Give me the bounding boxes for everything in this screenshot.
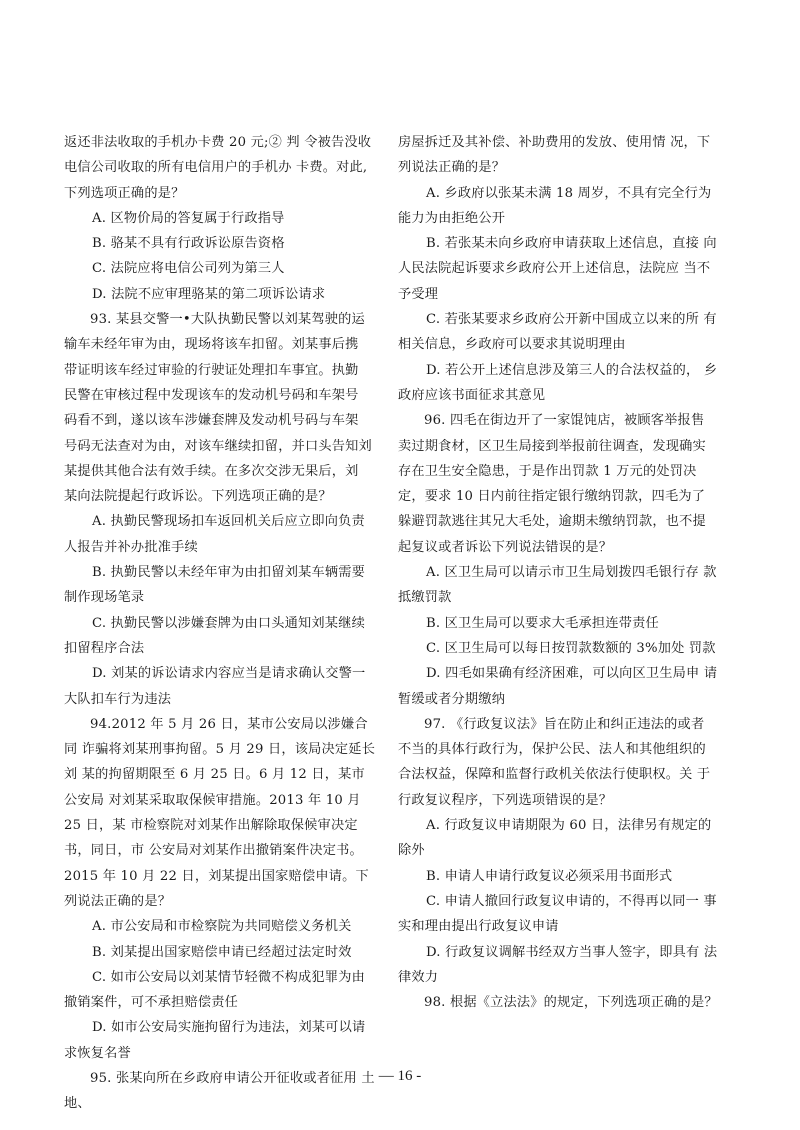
left-column [64, 130, 376, 1117]
answer-option: B. 若张某未向乡政府申请获取上述信息，直接 向人民法院起诉要求乡政府公开上述信息，法院应 当不予受理 [398, 236, 717, 302]
answer-option: C. 如市公安局以刘某情节轻微不构成犯罪为由 撤销案件，可不承担赔偿责任 [64, 969, 365, 1011]
answer-option: A. 行政复议申请期限为 60 日，法律另有规定的 除外 [398, 818, 712, 859]
answer-option: A. 区卫生局可以请示市卫生局划拨四毛银行存 款抵缴罚款 [398, 565, 717, 606]
answer-option: A. 乡政府以张某未满 18 周岁，不具有完全行为 能力为由拒绝公开 [398, 185, 712, 226]
answer-option: C. 执勤民警以涉嫌套牌为由口头通知刘某继续 扣留程序合法 [64, 615, 365, 656]
answer-option: B. 申请人申请行政复议必须采用书面形式 [426, 868, 673, 884]
answer-option: B. 区卫生局可以要求大毛承担连带责任 [426, 615, 659, 631]
right-column [398, 130, 720, 1015]
answer-option: D. 法院不应审理骆某的第二项诉讼请求 [92, 286, 326, 302]
answer-option: D. 四毛如果确有经济困难，可以向区卫生局申 请暂缓或者分期缴纳 [398, 666, 718, 707]
answer-option: C. 法院应将电信公司列为第三人 [92, 261, 285, 277]
answer-option: C. 区卫生局可以每日按罚款数额的 3%加处 罚款 [426, 640, 716, 656]
answer-option: B. 骆某不具有行政诉讼原告资格 [92, 236, 285, 252]
question-paragraph: 96. 四毛在街边开了一家馄饨店，被顾客举报售 卖过期食材，区卫生局接到举报前往调查，发现确实 存在卫生安全隐患，于是作出罚款 1 万元的处罚决 定，要求 10 日内前往指定银行缴纳罚款，四毛为了 躲避罚款逃往其兄大毛处，逾期未缴纳罚款，也不提 起复议或者诉讼下列说法错误的是？ [398, 413, 706, 555]
answer-option: D. 若公开上述信息涉及第三人的合法权益的， 乡政府应该书面征求其意见 [398, 362, 718, 403]
answer-option: C. 申请人撤回行政复议申请的，不得再以同一 事实和理由提出行政复议申请 [398, 893, 717, 935]
answer-option: A. 市公安局和市检察院为共同赔偿义务机关 [92, 919, 352, 935]
answer-option: D. 如市公安局实施拘留行为违法，刘某可以请 求恢复名誉 [64, 1020, 366, 1061]
question-paragraph: 98. 根据《立法法》的规定，下列选项正确的是？ [424, 995, 718, 1011]
answer-option: D. 刘某的诉讼请求内容应当是请求确认交警一 大队扣车行为违法 [64, 666, 366, 707]
answer-option: D. 行政复议调解书经双方当事人签字，即具有 法律效力 [398, 944, 718, 985]
answer-option: B. 刘某提出国家赔偿申请已经超过法定时效 [92, 944, 352, 960]
answer-option: C. 若张某要求乡政府公开新中国成立以来的所 有相关信息，乡政府可以要求其说明理由 [398, 312, 717, 353]
question-paragraph: 94.2012 年 5 月 26 日，某市公安局以涉嫌合同 诈骗将刘某刑事拘留。5 月 29 日，该局决定延长刘 某的拘留期限至 6 月 25 日。6 月 12 日，某市公安局 对刘某采取取保候审措施。2013 年 10 月 25 日，某 市检察院对刘某作出解除取保候审决定书，同日，市 公安局对刘某作出撤销案件决定书。2015 年 10 月 22 日，刘某提出国家赔偿申请。下列说法正确的是？ [64, 716, 376, 909]
answer-option: B. 执勤民警以未经年审为由扣留刘某车辆需要 制作现场笔录 [64, 565, 366, 606]
question-paragraph: 93. 某县交警一•大队执勤民警以刘某驾驶的运 输车未经年审为由，现场将该车扣留。刘某事后携 带证明该车经过审验的行驶证处理扣车事宜。执勤 民警在审核过程中发现该车的发动机号码和车架号 码看不到，遂以该车涉嫌套牌及发动机号码与车架 号码无法查对为由，对该车继续扣留，并口头告知刘 某提供其他合法有效手续。在多次交涉无果后，刘 某向法院提起行政诉讼。下列选项正确的是？ [64, 312, 372, 505]
answer-option: A. 执勤民警现场扣车返回机关后应立即向负责 人报告并补办批准手续 [64, 514, 365, 555]
answer-option: A. 区物价局的答复属于行政指导 [92, 210, 285, 226]
question-paragraph: 房屋拆迁及其补偿、补助费用的发放、使用情 况，下列说法正确的是？ [398, 135, 711, 176]
question-paragraph: 97. 《行政复议法》旨在防止和纠正违法的或者 不当的具体行政行为，保护公民、法人和其他组织的 合法权益，保障和监督行政机关依法行使职权。关 于行政复议程序，下列选项错误的是？ [398, 716, 711, 808]
question-paragraph: 返还非法收取的手机办卡费 20 元;② 判 令被告没收电信公司收取的所有电信用户的手机办 卡费。对此, 下列选项正确的是？ [64, 135, 372, 201]
question-paragraph: 95. 张某向所在乡政府申请公开征收或者征用 土地、 [64, 1070, 375, 1112]
page-number: — 16 - [378, 1068, 422, 1084]
